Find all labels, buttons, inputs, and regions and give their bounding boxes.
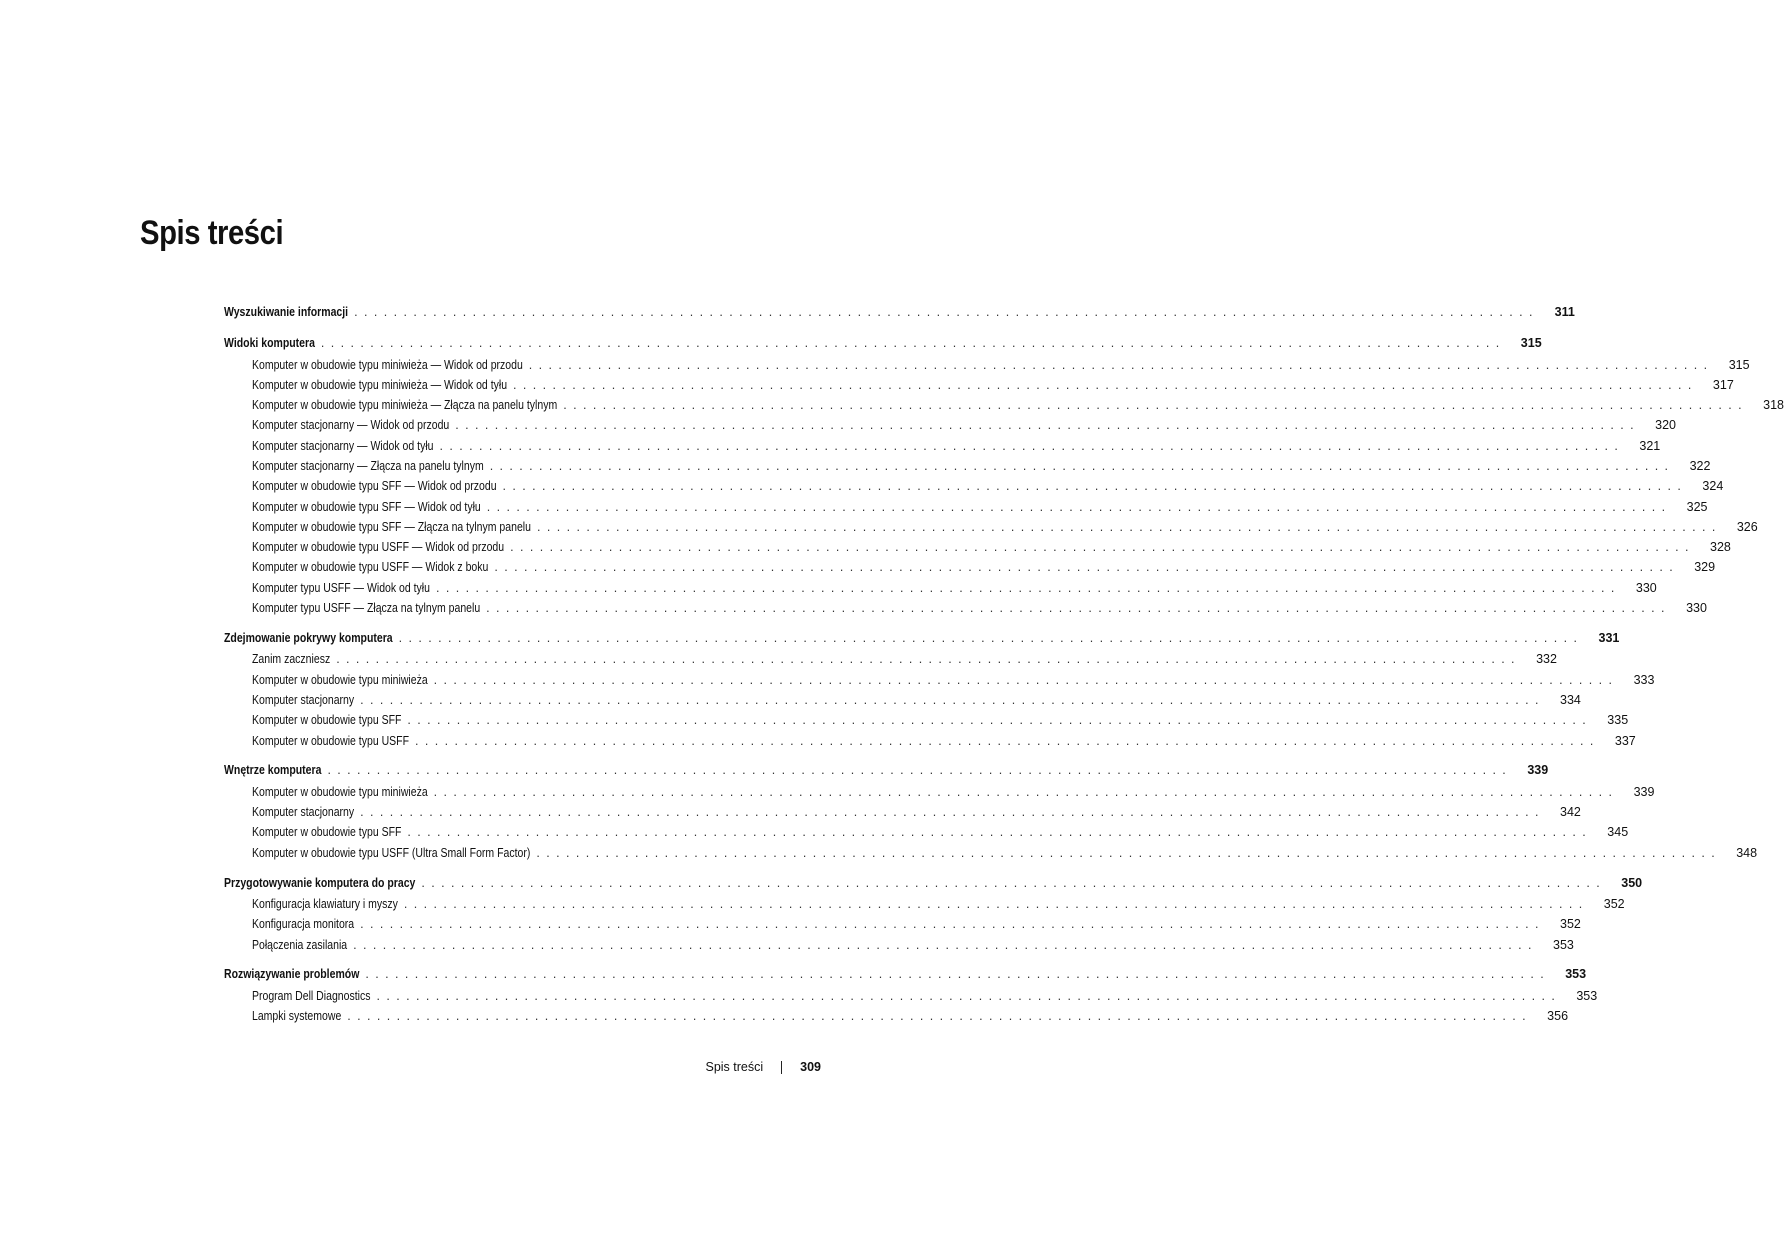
toc-entry-title-text: Komputer w obudowie typu miniwieża [252, 784, 428, 799]
toc-subentry[interactable] [224, 690, 1581, 710]
toc-dot-leader: ........................................................................................................................ [489, 458, 1675, 473]
toc-dot-leader: ........................................................................................................................ [528, 357, 1714, 372]
toc-page-number: 324 [1702, 479, 1724, 494]
toc-page-number: 356 [1547, 1009, 1569, 1024]
toc-entry-title [252, 843, 530, 863]
toc-page-number: 352 [1560, 917, 1581, 932]
toc-dot-leader: ........................................................................................................................ [365, 967, 1551, 982]
toc-dot-leader: ........................................................................................................................ [536, 519, 1722, 534]
page-title: Spis treści [140, 214, 284, 252]
page-footer [705, 1060, 821, 1074]
toc-entry-title [252, 537, 504, 557]
toc-subentry[interactable] [224, 517, 1758, 537]
toc-page-number: 330 [1635, 580, 1657, 595]
toc-page-number: 350 [1621, 875, 1643, 890]
toc-section-entry[interactable] [224, 873, 1643, 895]
toc-entry-title [224, 760, 321, 782]
toc-entry-title [252, 476, 497, 496]
toc-entry-title [252, 935, 347, 955]
toc-subentry[interactable] [224, 782, 1655, 802]
toc-dot-leader: ........................................................................................................................ [435, 580, 1621, 595]
toc-page-number: 322 [1689, 458, 1711, 473]
toc-page-number: 333 [1633, 672, 1655, 687]
toc-dot-leader: ........................................................................................................................ [347, 1009, 1533, 1024]
toc-dot-leader: ........................................................................................................................ [414, 733, 1600, 748]
toc-subentry[interactable] [224, 1006, 1569, 1026]
toc-subentry[interactable] [224, 843, 1758, 863]
toc-entry-title-text: Komputer typu USFF — Widok od tyłu [252, 580, 430, 595]
toc-entry-title [252, 598, 480, 618]
toc-entry-title-text: Program Dell Diagnostics [252, 988, 371, 1003]
toc-section [224, 964, 1598, 1026]
toc-entry-title-text: Komputer stacjonarny — Widok od przodu [252, 418, 450, 433]
toc-dot-leader: ........................................................................................................................ [433, 672, 1619, 687]
toc-page-number: 348 [1736, 845, 1758, 860]
toc-dot-leader: ........................................................................................................................ [439, 438, 1625, 453]
toc-page-number: 315 [1520, 336, 1542, 350]
toc-subentry[interactable] [224, 731, 1636, 751]
toc-entry-title [252, 557, 488, 577]
toc-entry-title-text: Wyszukiwanie informacji [224, 305, 349, 319]
toc-entry-title [252, 649, 330, 669]
toc-entry-title-text: Wnętrze komputera [224, 763, 322, 778]
toc-entry-title-text: Komputer w obudowie typu USFF — Widok od przodu [252, 540, 505, 555]
footer-separator [781, 1061, 782, 1074]
toc-page-number: 332 [1536, 652, 1557, 667]
toc-entry-title [252, 395, 557, 415]
table-of-contents [224, 302, 1784, 1036]
toc-dot-leader: ........................................................................................................................ [403, 897, 1589, 912]
toc-entry-title-text: Komputer w obudowie typu SFF — Widok od tyłu [252, 499, 481, 514]
toc-dot-leader: ........................................................................................................................ [327, 763, 1513, 778]
toc-dot-leader: ........................................................................................................................ [510, 540, 1695, 555]
toc-entry-title-text: Komputer w obudowie typu SFF — Złącza na tylnym panelu [252, 519, 531, 534]
toc-entry-title [252, 782, 428, 802]
toc-dot-leader: ........................................................................................................................ [398, 630, 1584, 645]
toc-page-number: 326 [1736, 519, 1758, 534]
toc-subentry[interactable] [224, 456, 1711, 476]
toc-section [224, 760, 1758, 863]
toc-page-number: 320 [1655, 418, 1677, 433]
toc-entry-title [252, 497, 481, 517]
toc-entry-title [252, 914, 354, 934]
toc-entry-title-text: Komputer stacjonarny [252, 692, 355, 707]
toc-page-number: 342 [1560, 805, 1581, 820]
toc-entry-title-text: Lampki systemowe [252, 1009, 342, 1024]
footer-label: Spis treści [705, 1060, 764, 1074]
toc-page-number: 353 [1565, 967, 1587, 982]
toc-entry-title-text: Komputer w obudowie typu SFF — Widok od przodu [252, 479, 497, 494]
footer-page-number: 309 [800, 1060, 821, 1074]
toc-entry-title [252, 355, 523, 375]
toc-dot-leader: ........................................................................................................................ [433, 784, 1619, 799]
toc-page-number: 328 [1710, 540, 1731, 555]
toc-section [224, 302, 1575, 324]
toc-dot-leader: ........................................................................................................................ [336, 652, 1521, 667]
toc-section [224, 628, 1655, 751]
toc-entry-title-text: Komputer typu USFF — Złącza na tylnym panelu [252, 601, 481, 616]
toc-dot-leader: ........................................................................................................................ [354, 305, 1539, 319]
toc-page-number: 325 [1686, 499, 1708, 514]
toc-entry-title [252, 375, 507, 395]
toc-subentry[interactable] [224, 649, 1557, 669]
toc-entry-title [252, 986, 370, 1006]
toc-page-number: 339 [1633, 784, 1655, 799]
toc-subentry[interactable] [224, 914, 1581, 934]
toc-entry-title-text: Komputer w obudowie typu miniwieża [252, 672, 428, 687]
toc-entry-title [252, 731, 409, 751]
toc-subentry[interactable] [224, 670, 1655, 690]
toc-entry-title [224, 302, 348, 324]
toc-entry-title [224, 333, 315, 355]
toc-entry-title [252, 822, 401, 842]
toc-section-entry[interactable] [224, 964, 1587, 986]
toc-section-entry[interactable] [224, 333, 1542, 355]
toc-entry-title-text: Widoki komputera [224, 336, 315, 350]
toc-page-number: 331 [1598, 630, 1620, 645]
toc-entry-title-text: Konfiguracja monitora [252, 917, 355, 932]
toc-subentry[interactable] [224, 710, 1629, 730]
toc-subentry[interactable] [224, 537, 1731, 557]
toc-page-number: 335 [1607, 713, 1629, 728]
toc-section-entry[interactable] [224, 760, 1549, 782]
toc-dot-leader: ........................................................................................................................ [360, 692, 1545, 707]
toc-dot-leader: ........................................................................................................................ [502, 479, 1688, 494]
toc-dot-leader: ........................................................................................................................ [486, 499, 1672, 514]
toc-entry-title [252, 802, 354, 822]
toc-dot-leader: ........................................................................................................................ [494, 560, 1680, 575]
toc-dot-leader: ........................................................................................................................ [563, 398, 1748, 413]
toc-entry-title-text: Komputer w obudowie typu miniwieża — Widok od tyłu [252, 377, 508, 392]
toc-entry-title [252, 415, 449, 435]
toc-dot-leader: ........................................................................................................................ [513, 377, 1698, 392]
toc-page-number: 321 [1639, 438, 1661, 453]
toc-section [224, 333, 1784, 618]
toc-entry-title [224, 628, 393, 650]
toc-subentry[interactable] [224, 894, 1625, 914]
toc-section-entry[interactable] [224, 628, 1620, 650]
toc-entry-title-text: Komputer stacjonarny [252, 805, 355, 820]
toc-subentry[interactable] [224, 598, 1707, 618]
toc-dot-leader: ........................................................................................................................ [536, 845, 1722, 860]
toc-entry-title-text: Komputer w obudowie typu SFF [252, 825, 402, 840]
toc-dot-leader: ........................................................................................................................ [376, 988, 1562, 1003]
toc-entry-title [252, 456, 484, 476]
toc-subentry[interactable] [224, 476, 1724, 496]
toc-dot-leader: ........................................................................................................................ [360, 917, 1545, 932]
toc-entry-title [224, 964, 359, 986]
toc-page-number: 318 [1763, 398, 1784, 413]
toc-page-number: 329 [1694, 560, 1716, 575]
toc-entry-title-text: Komputer stacjonarny — Widok od tyłu [252, 438, 434, 453]
toc-section-entry[interactable] [224, 302, 1575, 324]
toc-page-number: 339 [1527, 763, 1549, 778]
toc-page-number: 311 [1554, 305, 1575, 319]
toc-dot-leader: ........................................................................................................................ [320, 336, 1506, 350]
toc-entry-title-text: Komputer stacjonarny — Złącza na panelu tylnym [252, 458, 484, 473]
toc-entry-title-text: Komputer w obudowie typu miniwieża — Złącza na panelu tylnym [252, 398, 558, 413]
toc-subentry[interactable] [224, 375, 1734, 395]
toc-entry-title-text: Zdejmowanie pokrywy komputera [224, 630, 393, 645]
toc-dot-leader: ........................................................................................................................ [407, 713, 1593, 728]
toc-subentry[interactable] [224, 436, 1661, 456]
toc-dot-leader: ........................................................................................................................ [407, 825, 1593, 840]
toc-page-number: 345 [1607, 825, 1629, 840]
toc-page-number: 353 [1553, 937, 1574, 952]
toc-entry-title-text: Zanim zaczniesz [252, 652, 331, 667]
toc-page-number: 317 [1712, 377, 1734, 392]
toc-page-number: 330 [1686, 601, 1707, 616]
toc-entry-title [252, 690, 354, 710]
toc-entry-title [252, 517, 531, 537]
toc-entry-title [252, 670, 428, 690]
toc-dot-leader: ........................................................................................................................ [360, 805, 1545, 820]
toc-subentry[interactable] [224, 395, 1784, 415]
toc-entry-title-text: Komputer w obudowie typu USFF — Widok z boku [252, 560, 489, 575]
toc-subentry[interactable] [224, 557, 1716, 577]
toc-subentry[interactable] [224, 986, 1598, 1006]
toc-entry-title-text: Komputer w obudowie typu SFF [252, 713, 402, 728]
toc-dot-leader: ........................................................................................................................ [455, 418, 1641, 433]
toc-page-number: 334 [1560, 692, 1581, 707]
toc-subentry[interactable] [224, 802, 1581, 822]
toc-entry-title-text: Rozwiązywanie problemów [224, 967, 360, 982]
toc-entry-title-text: Przygotowywanie komputera do pracy [224, 875, 416, 890]
toc-subentry[interactable] [224, 497, 1708, 517]
toc-subentry[interactable] [224, 355, 1750, 375]
toc-entry-title [224, 873, 415, 895]
toc-section [224, 873, 1643, 955]
toc-entry-title [252, 710, 401, 730]
toc-dot-leader: ........................................................................................................................ [421, 875, 1607, 890]
toc-entry-title [252, 1006, 341, 1026]
toc-page-number: 352 [1603, 897, 1625, 912]
toc-page-number: 353 [1576, 988, 1598, 1003]
toc-page-number: 315 [1728, 357, 1750, 372]
toc-dot-leader: ........................................................................................................................ [486, 601, 1671, 616]
toc-subentry[interactable] [224, 935, 1574, 955]
toc-entry-title-text: Komputer w obudowie typu miniwieża — Widok od przodu [252, 357, 523, 372]
toc-subentry[interactable] [224, 415, 1677, 435]
toc-subentry[interactable] [224, 578, 1657, 598]
toc-dot-leader: ........................................................................................................................ [353, 937, 1538, 952]
toc-entry-title [252, 578, 430, 598]
toc-subentry[interactable] [224, 822, 1629, 842]
toc-entry-title-text: Konfiguracja klawiatury i myszy [252, 897, 398, 912]
toc-page-number: 337 [1614, 733, 1636, 748]
toc-entry-title [252, 894, 398, 914]
toc-entry-title-text: Komputer w obudowie typu USFF (Ultra Small Form Factor) [252, 845, 531, 860]
toc-entry-title [252, 436, 434, 456]
toc-entry-title-text: Połączenia zasilania [252, 937, 348, 952]
toc-entry-title-text: Komputer w obudowie typu USFF [252, 733, 409, 748]
